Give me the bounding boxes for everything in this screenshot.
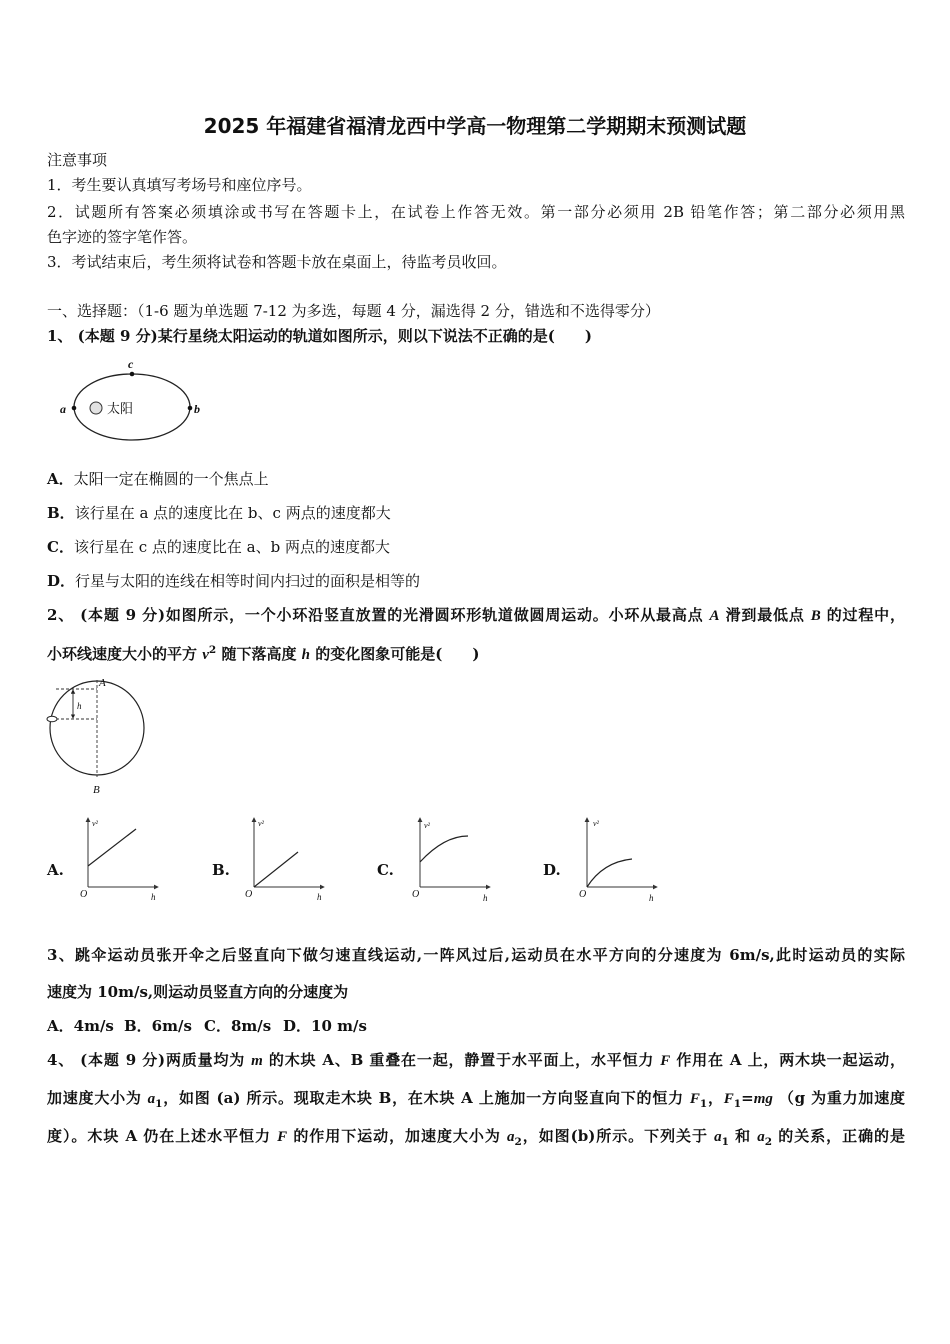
point-b-label: b [194, 402, 200, 416]
sun-icon [90, 402, 102, 414]
math-variable: m [251, 1053, 263, 1069]
q3-option-b: B．6m/s [124, 1017, 192, 1035]
text-run: 和 [728, 1127, 758, 1145]
math-index: 1 [699, 1098, 708, 1108]
graph-curve [420, 836, 468, 862]
text-run: 的变化图象可能是( ) [310, 645, 480, 663]
option-label: C． [47, 538, 74, 556]
height-label: h [77, 701, 82, 711]
text-run: 度）。木块 A 仍在上述水平恒力 [47, 1127, 278, 1145]
math-variable: F [660, 1053, 671, 1069]
math-variable: F [689, 1091, 700, 1107]
point-c-label: c [128, 357, 134, 371]
point-a-label: a [60, 402, 66, 416]
x-axis-label: h [483, 893, 488, 903]
y-axis-label: v² [92, 819, 98, 828]
origin-label: O [412, 889, 420, 900]
text-run: 滑到最低点 [719, 606, 811, 624]
math-index: 2 [764, 1136, 773, 1146]
math-index: 2 [208, 644, 217, 656]
q3-option-a: A．4m/s [47, 1017, 114, 1035]
origin-label: O [579, 889, 587, 900]
q3-option-c: C．8m/s [204, 1017, 272, 1035]
graph-curve [254, 852, 298, 887]
text-run: 小环线速度大小的平方 [47, 645, 203, 663]
notice-item-1: 1．考生要认真填写考场号和座位序号。 [47, 176, 312, 194]
text-run: 的过程中， [820, 606, 905, 624]
point-c-dot [130, 372, 135, 377]
text-run: 的作用下运动，加速度大小为 [287, 1127, 507, 1145]
notice-item-2-line-1: 2．试题所有答案必须填涂或书写在答题卡上，在试卷上作答无效。第一部分必须用 2B 铅笔作答；第二部分必须用黑 [47, 203, 905, 221]
math-variable: mg [753, 1091, 773, 1107]
q2-graph-option-a-label: A. [47, 861, 64, 879]
graph-b [245, 818, 324, 902]
math-variable: F [277, 1129, 288, 1145]
text-run: = [741, 1089, 754, 1107]
math-variable: a [147, 1091, 156, 1107]
text-run: 的木块 A、B 重叠在一起，静置于水平面上，水平恒力 [262, 1051, 661, 1069]
option-text: 该行星在 c 点的速度比在 a、b 两点的速度都大 [73, 538, 390, 556]
math-variable: a [714, 1129, 722, 1145]
math-index: 1 [721, 1136, 729, 1146]
option-label: A． [47, 470, 74, 488]
math-variable: A [709, 608, 720, 624]
q2-stem-line-2 [47, 644, 479, 664]
q1-option-a [47, 469, 269, 489]
bottom-point-label: B [93, 784, 100, 796]
q1-orbit-figure [0, 355, 220, 450]
graph-curve [88, 829, 136, 866]
q3-option-d: D．10 m/s [283, 1017, 367, 1035]
option-label: B． [47, 504, 75, 522]
q1-stem: 1、 (本题 9 分)某行星绕太阳运动的轨道如图所示，则以下说法不正确的是( ) [47, 327, 592, 345]
q3-stem-line-2: 速度为 10m/s,则运动员竖直方向的分速度为 [47, 983, 349, 1001]
q1-option-b [47, 503, 391, 523]
notice-heading: 注意事项 [47, 151, 108, 169]
math-variable: v [202, 647, 209, 663]
graph-curve [587, 859, 632, 887]
option-text: 该行星在 a 点的速度比在 b、c 两点的速度都大 [74, 504, 391, 522]
point-a-dot [72, 406, 77, 411]
q4-stem-line-2 [47, 1088, 905, 1108]
math-variable: F [723, 1091, 734, 1107]
graph-c [412, 818, 490, 903]
small-ring-icon [47, 716, 57, 722]
q2-graph-option-d-label: D. [543, 861, 561, 879]
text-run: ，如图 (a) 所示。现取走木块 B，在木块 A 上施加一方向竖直向下的恒力 [162, 1089, 690, 1107]
q3-stem-line-1: 3、跳伞运动员张开伞之后竖直向下做匀速直线运动,一阵风过后,运动员在水平方向的分速度为 6m/s,此时运动员的实际 [47, 946, 905, 964]
y-axis-label: v² [593, 819, 599, 828]
text-run: ，如图(b)所示。下列关于 [521, 1127, 715, 1145]
notice-item-2-line-2: 色字迹的签字笔作答。 [47, 228, 198, 246]
text-run: （g 为重力加速度 [772, 1089, 905, 1107]
graph-a [80, 818, 158, 902]
origin-label: O [80, 889, 88, 900]
top-point-label: A [99, 677, 106, 689]
q1-option-c [47, 537, 390, 557]
origin-label: O [245, 889, 253, 900]
text-run: 随下落高度 [216, 645, 302, 663]
y-axis-label: v² [424, 821, 430, 830]
q2-graph-option-b-label: B. [212, 861, 230, 879]
text-run: 作用在 A 上，两木块一起运动， [670, 1051, 905, 1069]
q2-stem-line-1 [47, 605, 905, 625]
text-run: 2、 (本题 9 分)如图所示，一个小环沿竖直放置的光滑圆环形轨道做圆周运动。小环从最高点 [47, 606, 710, 624]
text-run: 4、 (本题 9 分)两质量均为 [47, 1051, 252, 1069]
q1-option-d [47, 571, 420, 591]
q2-graph-options [0, 805, 700, 915]
y-axis-label: v² [258, 819, 264, 828]
option-text: 行星与太阳的连线在相等时间内扫过的面积是相等的 [75, 572, 421, 590]
x-axis-label: h [151, 892, 156, 902]
math-index: 1 [155, 1098, 163, 1108]
q4-stem-line-1 [47, 1050, 905, 1070]
text-run: ， [707, 1089, 724, 1107]
x-axis-label: h [649, 893, 654, 903]
notice-item-3: 3．考试结束后，考生须将试卷和答题卡放在桌面上，待监考员收回。 [47, 253, 507, 271]
text-run: 的关系，正确的是 [772, 1127, 905, 1145]
math-index: 2 [514, 1136, 522, 1146]
sun-label: 太阳 [107, 402, 134, 417]
math-index: 1 [733, 1098, 742, 1108]
math-variable: B [810, 608, 821, 624]
graph-d [579, 818, 657, 903]
page-title: 2025 年福建省福清龙西中学高一物理第二学期期末预测试题 [203, 114, 747, 138]
point-b-dot [188, 406, 193, 411]
text-run: 加速度大小为 [47, 1089, 148, 1107]
option-text: 太阳一定在椭圆的一个焦点上 [73, 470, 269, 488]
math-variable: h [301, 647, 311, 663]
math-variable: a [757, 1129, 765, 1145]
q2-graph-option-c-label: C. [377, 861, 394, 879]
q2-circle-figure [0, 665, 200, 800]
section-heading: 一、选择题：（1-6 题为单选题 7-12 为多选，每题 4 分，漏选得 2 分，错选和不选得零分） [47, 302, 660, 320]
math-variable: a [506, 1129, 515, 1145]
q4-stem-line-3 [47, 1126, 905, 1146]
option-label: D． [47, 572, 76, 590]
x-axis-label: h [317, 892, 322, 902]
